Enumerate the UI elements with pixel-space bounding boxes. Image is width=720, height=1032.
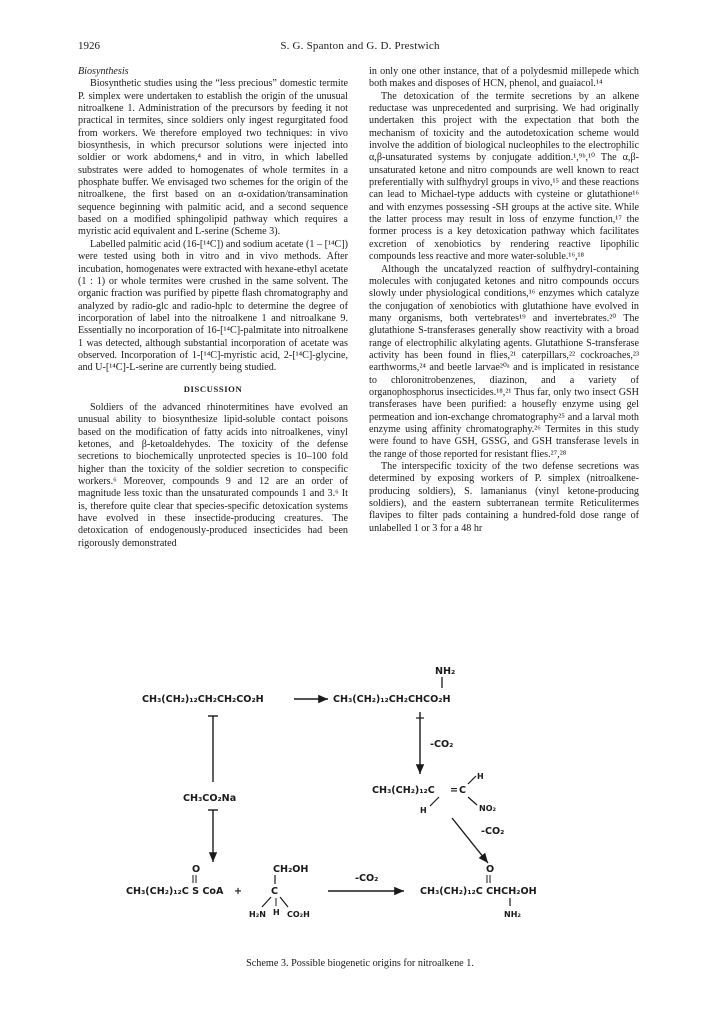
section-title-biosynthesis: Biosynthesis [78, 66, 129, 77]
paragraph: Although the uncatalyzed reaction of sulfhydryl-containing molecules with conjugated ketones and nitro compounds occurs slowly under physiological conditions,¹⁶ enzymes which catalyze the conjugation of xenobiotics with glutathione have evolved in many organisms, both vertebrates¹⁹ and invertebrates.²⁰ The glutathione S-transferases generally show reactivity with a broad range of electrophilic alkylating agents. Glutathione S-transferase activity has been found in flies,²¹ caterpillars,²² cockroaches,²³ earthworms,²⁴ and beetle larvae²⁰ᵃ and is implicated in resistance to chloronitrobenzenes, diazinon, and a variety of organophosphorus insecticides.¹⁸,²¹ Thus far, only two insect GSH transferases have been purified: a housefly enzyme using gel permeation and ion-exchange chromatography²⁵ and a larval moth enzyme using affinity chromatography.²⁶ Termites in this study were found to have GSH, GSSG, and GSH transferase levels in the range of those reported for resistant flies.²⁷,²⁸ [369, 263, 639, 460]
ketone-oxygen: O [486, 864, 495, 875]
page-number: 1926 [78, 40, 100, 52]
serine-ch2oh: CH₂OH [273, 864, 309, 875]
nitroalkene-carbon: C [459, 785, 467, 796]
nitro-group: NO₂ [479, 804, 496, 813]
reaction-arrow [452, 818, 488, 863]
paragraph: The interspecific toxicity of the two defense secretions was determined by exposing workers of P. simplex (nitroalkene-producing soldiers), S. lamanianus (vinyl ketone-producing soldiers), and the eastern subterranean termite Reticulitermes flavipes to filter pads containing a hundred-fold dose range of unlabelled 1 or 3 for a 48 hr [369, 461, 639, 534]
amino-acid: CH₃(CH₂)₁₂CH₂CHCO₂H [333, 694, 451, 705]
paragraph: in only one other instance, that of a polydesmid millepede which both makes and disposes of HCN, phenol, and guaiacol.¹⁴ [369, 66, 639, 90]
right-column [369, 66, 639, 535]
running-header [78, 40, 642, 56]
paragraph: The detoxication of the termite secretions by an alkene reductase was unprecedented and surprising. We had originally undertaken this project with the expectation that both the mechanism of toxicity and the autodetoxication scheme would involve the addition of biological nucleophiles to the electrophilic α,β-unsaturated systems by conjugate addition.¹,⁹ᵇ,¹⁰ The α,β-unsaturated ketone and nitro compounds are well known to react preferentially with sulfhydryl groups in vivo,¹⁵ and these reactions can lead to Michael-type adducts with cysteine or glutathione¹⁶ and with enzymes possessing -SH groups at the active site. While the latter process may result in loss of enzyme function,¹⁷ the former process is a key detoxication pathway which facilitates excretion of xenobiotics by rendering reactive lipophilic compounds less reactive and more water-soluble.¹⁶,¹⁸ [369, 90, 639, 263]
serine-carbon: C [271, 886, 279, 897]
paragraph: Soldiers of the advanced rhinotermitines have evolved an unusual ability to biosynthesize lipid-soluble contact poisons based on the modification of fatty acids into nitroalkenes, vinyl ketones, and β-ketoaldehydes. The toxicity of the defense secretions to biochemically unprotected species is 10–100 fold higher than the toxicity of the soldier secretion to conspecific workers.⁶ Moreover, compounds 9 and 12 are an order of magnitude less toxic than the unsaturated compounds 1 and 3.⁶ It is, therefore quite clear that species-specific detoxication systems have evolved in these insectide-producing creatures. The detoxication of endogenously-produced insecticides had been rigorously demonstrated [78, 401, 348, 549]
double-bond: = [450, 785, 459, 796]
product-nh2: NH₂ [504, 910, 521, 919]
paragraph: Biosynthetic studies using the “less precious” domestic termite P. simplex were undertaken to establish the origin of the unusual nitroalkene 1. Administration of the precursors by feeding it not practical in termites, since soldiers only ingest regurgitated food from workers. We therefore employed two techniques: in vivo biosynthesis, in which precursor solutions were injected into soldier or work abdomens,⁴ and in vitro, in which labelled substrates were added to homogenates of whole termites in a phosphate buffer. We envisaged two schemes for the origin of the nitroalkene, the first based on an α-oxidation/transamination sequence beginning with palmitic acid, and a second sequence based on a modified sphingolipid pathway which requires a myristic acid equivalent and L-serine (Scheme 3). [78, 78, 348, 238]
bond-line [468, 797, 477, 805]
discussion-heading: DISCUSSION [183, 383, 243, 394]
plus-sign: + [234, 886, 243, 897]
nitroalkene-chain: CH₃(CH₂)₁₂C [372, 785, 435, 796]
minus-co2-label: -CO₂ [355, 873, 379, 884]
nh2-label: NH₂ [435, 666, 456, 677]
sodium-acetate: CH₃CO₂Na [183, 793, 237, 804]
bond-line [280, 897, 288, 907]
serine-amine: H₂N [249, 910, 266, 919]
scheme-3 [90, 658, 630, 948]
nitroalkene-h-left: H [420, 806, 427, 815]
serine-h: H [273, 908, 280, 917]
minus-co2-label: -CO₂ [430, 739, 454, 750]
serine-carboxyl: CO₂H [287, 910, 310, 919]
aminoketone-product: CH₃(CH₂)₁₂C CHCH₂OH [420, 886, 537, 897]
bond-line [262, 897, 271, 907]
bond-line [430, 797, 439, 806]
paragraph: Labelled palmitic acid (16-[¹⁴C]) and sodium acetate (1 – [¹⁴C]) were tested using both in vitro and in vivo methods. After incubation, homogenates were extracted with hexane-ethyl acetate (1 : 1) or whole termites were crushed in the same solvent. The organic fraction was purified by pipette flash chromatography and analyzed by radio-glc and radio-hplc to determine the degree of incorporation of label into the nitroalkene 1 and nitroalkane 9. Essentially no incorporation of 16-[¹⁴C]-palmitate into nitroalkene 1 was detected, although substantial incorporation of acetate was observed. Incorporation of 1-[¹⁴C]-myristic acid, 2-[¹⁴C]-glycine, and U-[¹⁴C]-L-serine are currently being studied. [78, 238, 349, 374]
scheme-diagram [90, 658, 630, 948]
left-column [78, 66, 348, 550]
header-authors: S. G. Spanton and G. D. Prestwich [280, 40, 440, 52]
myristoyl-coa: CH₃(CH₂)₁₂C S CoA [126, 886, 224, 897]
minus-co2-label: -CO₂ [481, 826, 505, 837]
palmitic-acid: CH₃(CH₂)₁₂CH₂CH₂CO₂H [142, 694, 264, 705]
nitroalkene-h-right: H [477, 772, 484, 781]
scheme-caption: Scheme 3. Possible biogenetic origins for nitroalkene 1. [246, 958, 474, 969]
carbonyl-oxygen: O [192, 864, 201, 875]
bond-line [468, 776, 476, 784]
